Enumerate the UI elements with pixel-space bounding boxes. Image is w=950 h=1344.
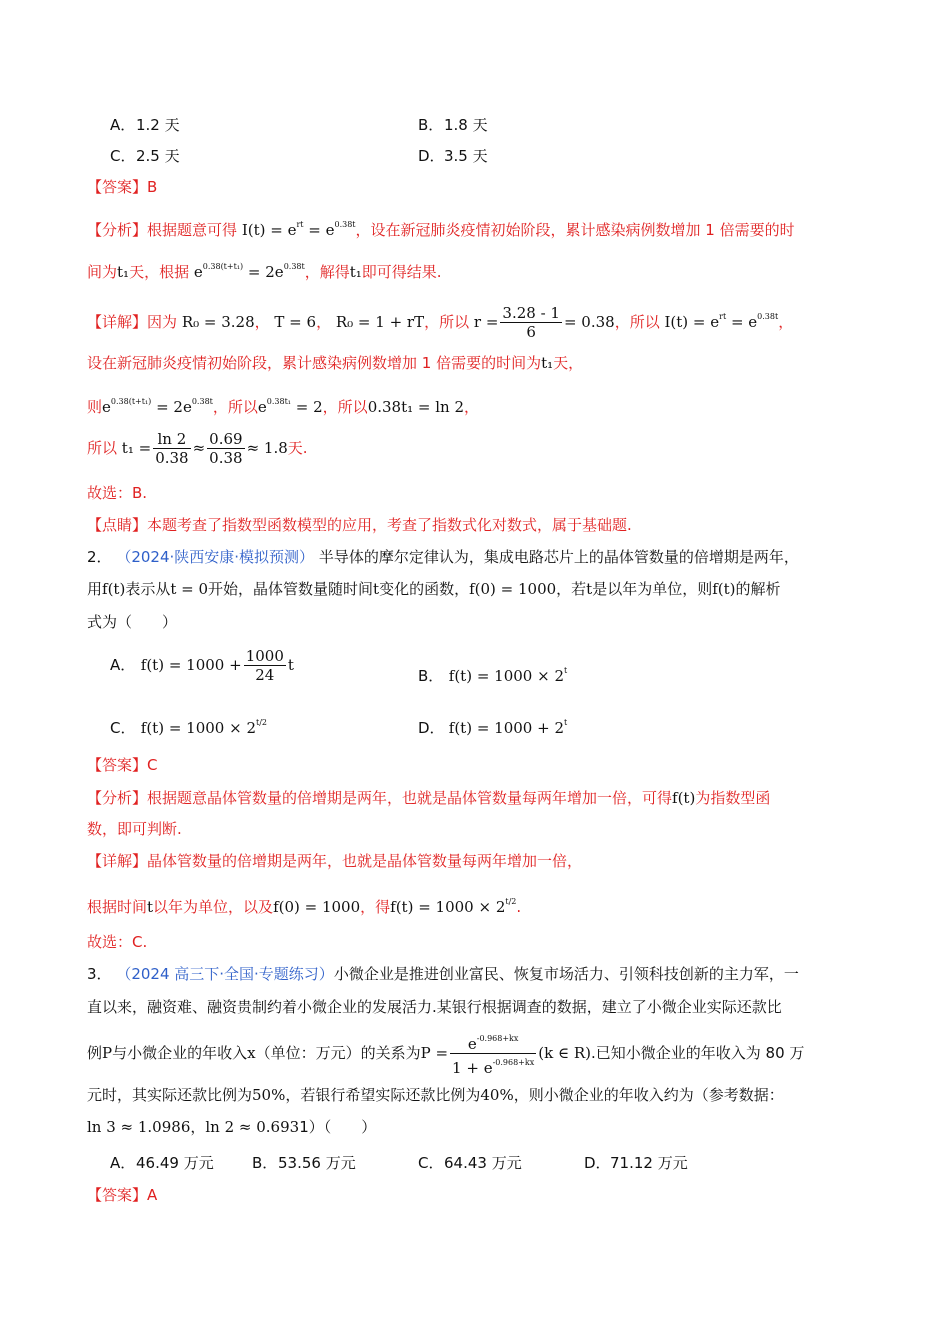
formula-part: f(t) = 1000 + 2 <box>448 719 564 737</box>
formula-part: I(t) = e <box>241 221 297 239</box>
fraction-numerator <box>450 1030 536 1054</box>
question-text: ， <box>190 1118 206 1136</box>
detail-text: ， <box>464 398 480 416</box>
q2-stem-line3: 式为（ ） <box>87 613 178 631</box>
question-text: （单位：万元）的关系为 <box>255 1044 421 1062</box>
formula-t1: t₁ <box>349 263 362 281</box>
question-text: 例 <box>87 1044 103 1062</box>
formula-sup: 0.38t <box>191 397 213 406</box>
q1-comment <box>87 514 867 536</box>
q2-option-b <box>418 660 567 687</box>
q2-detail-line1 <box>87 850 867 872</box>
option-label: B． <box>418 667 444 685</box>
analysis-text: ，设在新冠肺炎疫情初始阶段，累计感染病例数增加 1 倍需要的时 <box>355 221 795 239</box>
q3-answer: 【答案】A <box>87 1186 158 1204</box>
formula-part: = 2e <box>151 398 192 416</box>
formula-i-t <box>665 313 779 331</box>
detail-text: . <box>516 898 522 916</box>
formula-f0: f(0) = 1000 <box>469 580 557 598</box>
analysis-text: 间为 <box>87 263 118 281</box>
formula-x: x <box>247 1044 256 1062</box>
comment-tag: 【点睛】 <box>87 516 148 534</box>
option-text: 46.49 万元 <box>136 1154 214 1172</box>
q1-detail-line1: 【详解】因为 R₀ = 3.28， T = 6， R₀ = 1 + rT，所以 r = $\frac{3.28 - 1}{6}$ = 0.38，所以 $I(t) = e^{rt} = e^{0.38t}$， <box>87 304 794 341</box>
formula-f-t: f(t) <box>672 789 696 807</box>
formula-sup: rt <box>296 220 304 229</box>
formula-result <box>390 898 516 916</box>
formula-sup: -0.968+kx <box>492 1058 535 1067</box>
q2-answer: 【答案】C <box>87 756 158 774</box>
formula-part: 1 + e <box>452 1059 493 1077</box>
question-text: .已知小微企业的年收入为 80 万 <box>590 1044 805 1062</box>
formula-option <box>449 719 567 737</box>
analysis-text: 为指数型函 <box>695 789 771 807</box>
question-text: 是以年为单位，则 <box>592 580 713 598</box>
formula-part: = e <box>303 221 335 239</box>
q3-stem-line2: 直以来，融资难、融资贵制约着小微企业的发展活力.某银行根据调查的数据，建立了小微企业实际还款比 <box>87 998 782 1016</box>
formula-sup: t/2 <box>256 718 267 727</box>
option-label: A． <box>110 116 136 134</box>
detail-text: 因为 <box>147 313 178 331</box>
fraction-069 <box>207 430 244 467</box>
question-text: 变化的函数， <box>379 580 470 598</box>
formula-part: I(t) = e <box>664 313 720 331</box>
q1-detail-line2 <box>87 352 867 374</box>
fraction-option-a <box>244 647 286 684</box>
option-label: B． <box>252 1154 278 1172</box>
formula-part: f(t) = 1000 × 2 <box>140 719 256 737</box>
detail-text: 设在新冠肺炎疫情初始阶段，累计感染病例数增加 1 倍需要的时间为 <box>87 354 542 372</box>
formula-option: f(t) = 1000 + <box>140 656 242 674</box>
detail-text: ，得 <box>360 898 391 916</box>
q1-analysis-line2 <box>87 256 867 283</box>
option-text: 2.5 天 <box>136 147 180 165</box>
formula-r0-eq: R₀ = 1 + rT <box>335 313 425 331</box>
formula-part: e <box>193 263 203 281</box>
question-number: 3． <box>87 965 112 983</box>
formula-sup: t <box>564 718 568 727</box>
option-label: A． <box>110 656 136 674</box>
fraction-denominator: 24 <box>255 666 275 684</box>
detail-text: 以年为单位，以及 <box>153 898 274 916</box>
formula-t0: t = 0 <box>170 580 209 598</box>
formula-f0: f(0) = 1000 <box>273 898 361 916</box>
analysis-text: 根据题意可得 <box>147 221 238 239</box>
formula-part: f(t) = 1000 × 2 <box>390 898 506 916</box>
analysis-text: 天，根据 <box>129 263 190 281</box>
formula-sup: t/2 <box>505 897 517 906</box>
detail-tag: 【详解】 <box>87 852 148 870</box>
option-label: D． <box>418 719 445 737</box>
analysis-tag: 【分析】 <box>87 221 148 239</box>
formula-50: 50% <box>252 1086 286 1104</box>
detail-text: 天， <box>553 354 584 372</box>
q2-stem-line2 <box>87 578 867 600</box>
question-source: （2024 高三下·全国·专题练习） <box>116 965 334 983</box>
formula-doubling <box>194 263 305 281</box>
detail-text: 天. <box>287 439 308 457</box>
fraction-denominator: 0.38 <box>209 449 243 467</box>
option-text: 53.56 万元 <box>278 1154 356 1172</box>
detail-text: 晶体管数量的倍增期是两年，也就是晶体管数量每两年增加一倍， <box>147 852 583 870</box>
option-label: C． <box>418 1154 444 1172</box>
formula-f-t: f(t) <box>712 580 736 598</box>
formula-ln2: 0.38t₁ = ln 2 <box>367 398 465 416</box>
formula-t1: t₁ <box>117 263 130 281</box>
option-text: 71.12 万元 <box>610 1154 688 1172</box>
q1-answer: 【答案】B <box>87 178 158 196</box>
detail-text: ，所以 <box>424 313 470 331</box>
formula-e-t1 <box>258 398 323 416</box>
formula-p: P <box>102 1044 113 1062</box>
detail-text: 根据时间 <box>87 898 148 916</box>
fraction-numerator: ln 2 <box>153 430 190 449</box>
formula-option <box>141 719 267 737</box>
question-text: 元时，其实际还款比例为 <box>87 1086 253 1104</box>
formula-result: ≈ 1.8 <box>246 439 288 457</box>
formula-sup: 0.38(t+t₁) <box>110 397 152 406</box>
formula-sup: 0.38t₁ <box>266 397 292 406</box>
question-number: 2． <box>87 548 112 566</box>
formula-sup: 0.38t <box>757 312 779 321</box>
fraction-denominator <box>450 1054 536 1077</box>
formula-sup: 0.38(t+t₁) <box>202 262 244 271</box>
formula-part: e <box>467 1035 477 1053</box>
option-label: D． <box>584 1154 611 1172</box>
formula-r: r = <box>473 313 499 331</box>
formula-t: t <box>373 580 380 598</box>
q1-analysis-line1 <box>87 214 867 241</box>
analysis-text: ，解得 <box>304 263 350 281</box>
detail-text: 则 <box>87 398 103 416</box>
formula-k: (k ∈ R) <box>538 1044 591 1062</box>
option-text: 1.8 天 <box>444 116 488 134</box>
formula-t: t <box>287 656 294 674</box>
q3-stem-line3 <box>87 1030 867 1077</box>
q1-option-c <box>110 145 180 167</box>
question-text: 半导体的摩尔定律认为，集成电路芯片上的晶体管数量的倍增期是两年， <box>318 548 799 566</box>
q1-option-a <box>110 114 180 136</box>
fraction-r <box>500 304 562 341</box>
q3-stem-line5 <box>87 1116 867 1138</box>
q2-option-a <box>110 645 294 685</box>
q3-option-c <box>418 1152 522 1174</box>
option-label: D． <box>418 147 445 165</box>
q1-detail-line4 <box>87 428 867 468</box>
formula-p-eq: P = <box>420 1044 449 1062</box>
question-source: （2024·陕西安康·模拟预测） <box>116 548 315 566</box>
approx-sign: ≈ <box>192 439 206 457</box>
formula-part: e <box>257 398 267 416</box>
analysis-tag: 【分析】 <box>87 789 148 807</box>
formula-t1: t₁ <box>541 354 554 372</box>
analysis-text: 即可得结果. <box>361 263 442 281</box>
formula-part: = e <box>726 313 758 331</box>
q1-choice: 故选：B. <box>87 484 148 502</box>
formula-doubling <box>102 398 213 416</box>
q2-choice: 故选：C. <box>87 933 148 951</box>
question-text: 的解析 <box>735 580 781 598</box>
question-text: 开始，晶体管数量随时间 <box>208 580 374 598</box>
question-text: ，则小微企业的年收入约为（参考数据： <box>513 1086 784 1104</box>
formula-sup: rt <box>719 312 727 321</box>
formula-f-t: f(t) <box>102 580 126 598</box>
formula-sup: 0.38t <box>334 220 356 229</box>
q2-stem-line1 <box>87 546 867 568</box>
q3-stem-line4 <box>87 1084 867 1106</box>
analysis-text: 根据题意晶体管数量的倍增期是两年，也就是晶体管数量每两年增加一倍，可得 <box>147 789 673 807</box>
option-text: 1.2 天 <box>136 116 180 134</box>
formula-ln2: ln 2 ≈ 0.693 <box>205 1118 300 1136</box>
fraction-denominator: 0.38 <box>155 449 189 467</box>
question-text: ，若银行希望实际还款比例为 <box>285 1086 481 1104</box>
fraction-numerator: 1000 <box>245 647 284 665</box>
formula-part: = 2 <box>291 398 323 416</box>
q3-option-a <box>110 1152 214 1174</box>
question-text: 小微企业是推进创业富民、恢复市场活力、引领科技创新的主力军，一 <box>333 965 799 983</box>
formula-part: f(t) = 1000 × 2 <box>448 667 564 685</box>
formula-t: T = 6 <box>274 313 317 331</box>
option-label: C． <box>110 147 136 165</box>
option-text: 3.5 天 <box>444 147 488 165</box>
formula-i-t <box>242 221 356 239</box>
formula-sup: t <box>564 666 568 675</box>
formula-part: e <box>102 398 111 416</box>
fraction-ln2 <box>153 430 190 467</box>
q1-detail-line3 <box>87 391 867 418</box>
fraction-numerator: 3.28 - 1 <box>502 304 560 322</box>
formula-r0: R₀ = 3.28 <box>181 313 255 331</box>
q3-option-b <box>252 1152 356 1174</box>
q2-detail-line2 <box>87 891 867 918</box>
q2-option-c <box>110 712 267 739</box>
q2-option-d <box>418 712 567 739</box>
detail-text: 所以 <box>87 439 118 457</box>
formula-t1: t₁ = <box>121 439 152 457</box>
formula-sup: -0.968+kx <box>476 1034 519 1043</box>
q3-stem-line1 <box>87 963 867 985</box>
q1-option-b <box>418 114 488 136</box>
detail-text: ，所以 <box>212 398 258 416</box>
q2-analysis-line1 <box>87 787 867 809</box>
formula-option <box>449 667 567 685</box>
option-label: C． <box>110 719 136 737</box>
formula-t: t <box>147 898 154 916</box>
formula-sup: 0.38t <box>283 262 305 271</box>
q2-analysis-line2: 数，即可判断. <box>87 820 182 838</box>
question-text: 用 <box>87 580 103 598</box>
detail-text: ，所以 <box>322 398 368 416</box>
fraction-numerator: 0.69 <box>209 430 243 448</box>
question-text: 表示从 <box>125 580 171 598</box>
q3-option-d <box>584 1152 688 1174</box>
q1-option-d <box>418 145 488 167</box>
detail-tag: 【详解】 <box>87 313 148 331</box>
question-text: 1）（ ） <box>299 1118 377 1136</box>
formula-r-value: = 0.38 <box>563 313 615 331</box>
formula-40: 40% <box>480 1086 514 1104</box>
option-label: A． <box>110 1154 136 1172</box>
formula-part: = 2e <box>243 263 284 281</box>
comment-text: 本题考查了指数型函数模型的应用，考查了指数式化对数式，属于基础题. <box>147 516 632 534</box>
formula-t: t <box>586 580 593 598</box>
question-text: ，若 <box>556 580 587 598</box>
fraction-p <box>450 1030 536 1077</box>
question-text: 与小微企业的年收入 <box>112 1044 248 1062</box>
option-label: B． <box>418 116 444 134</box>
formula-ln3: ln 3 ≈ 1.0986 <box>87 1118 191 1136</box>
fraction-denominator: 6 <box>526 323 536 341</box>
detail-text: ，所以 <box>614 313 660 331</box>
option-text: 64.43 万元 <box>444 1154 522 1172</box>
